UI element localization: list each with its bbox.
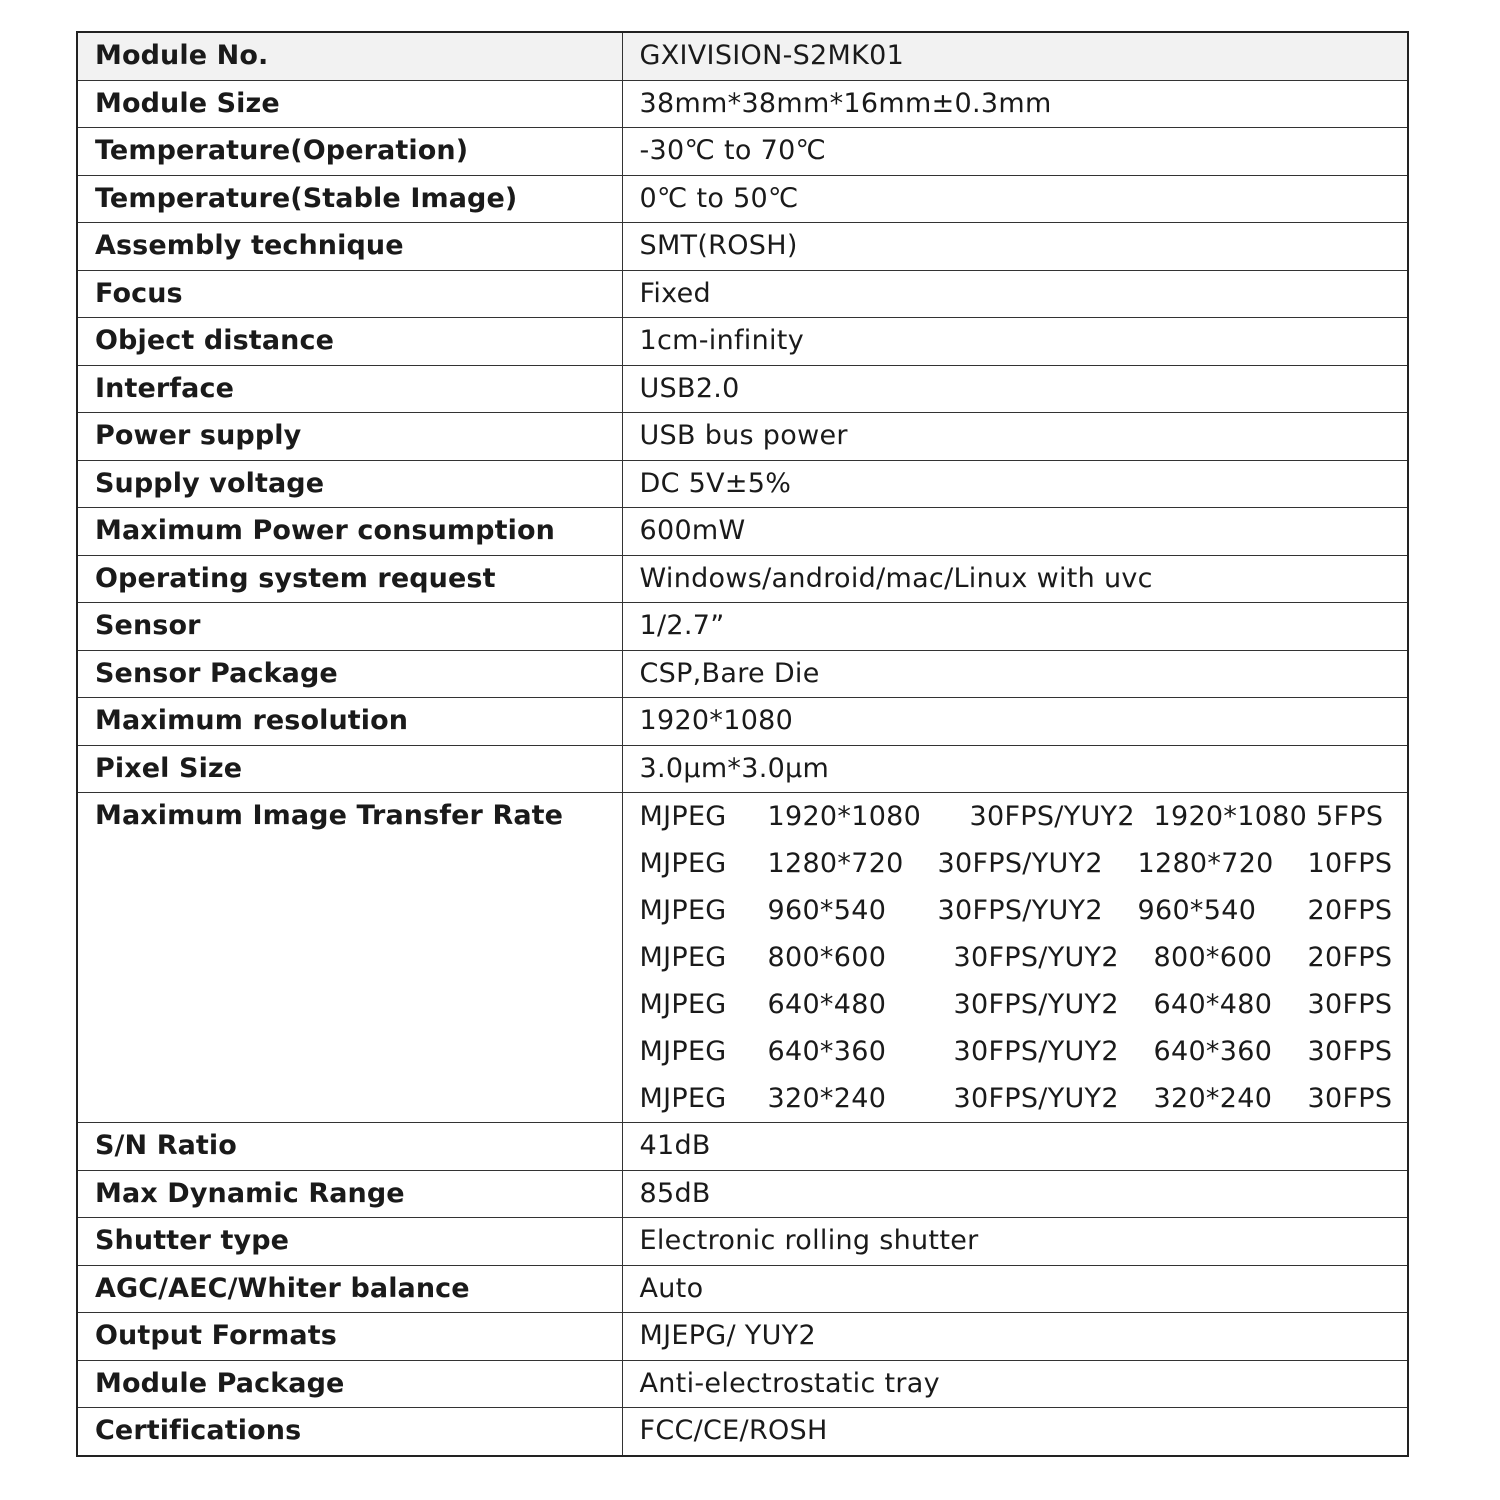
rate-fps-yuy2: 30FPS/YUY2	[937, 895, 1103, 926]
transfer-rate-line	[640, 840, 1408, 887]
spec-row-module-size	[77, 80, 1408, 128]
spec-row-sensor-package	[77, 650, 1408, 698]
rate-fps-yuy2: 30FPS/YUY2	[953, 1036, 1119, 1067]
spec-row-assembly	[77, 223, 1408, 271]
spec-label: Temperature(Stable Image)	[77, 175, 622, 223]
spec-value: Electronic rolling shutter	[622, 1218, 1408, 1266]
rate-fps-yuy2: 30FPS/YUY2	[937, 848, 1103, 879]
transfer-rate-list	[622, 793, 1408, 1123]
spec-value: 41dB	[622, 1123, 1408, 1171]
rate-resolution: 1280*720	[767, 848, 904, 879]
spec-value: Auto	[622, 1265, 1408, 1313]
spec-label: Sensor	[77, 603, 622, 651]
rate-resolution: 1920*1080	[767, 801, 922, 832]
spec-row-dynamic-range	[77, 1170, 1408, 1218]
transfer-rate-line	[640, 793, 1408, 840]
spec-value: USB2.0	[622, 365, 1408, 413]
spec-label: Module Package	[77, 1360, 622, 1408]
rate-resolution: 800*600	[767, 942, 887, 973]
spec-label: Module No.	[77, 32, 622, 80]
spec-label: Object distance	[77, 318, 622, 366]
spec-label: Maximum Image Transfer Rate	[77, 793, 622, 1123]
spec-value: Anti-electrostatic tray	[622, 1360, 1408, 1408]
spec-value: 0℃ to 50℃	[622, 175, 1408, 223]
rate-format: MJPEG	[639, 848, 727, 879]
spec-row-sensor	[77, 603, 1408, 651]
rate-resolution: 640*360	[767, 1036, 887, 1067]
spec-row-output-formats	[77, 1313, 1408, 1361]
spec-row-sn-ratio	[77, 1123, 1408, 1171]
spec-label: Assembly technique	[77, 223, 622, 271]
spec-row-certifications	[77, 1408, 1408, 1456]
spec-row-shutter-type	[77, 1218, 1408, 1266]
spec-label: Operating system request	[77, 555, 622, 603]
spec-value: GXIVISION-S2MK01	[622, 32, 1408, 80]
rate-fps-yuy2: 30FPS/YUY2	[953, 942, 1119, 973]
spec-value: 38mm*38mm*16mm±0.3mm	[622, 80, 1408, 128]
spec-label: Temperature(Operation)	[77, 128, 622, 176]
spec-row-power-supply	[77, 413, 1408, 461]
rate-format: MJPEG	[639, 895, 727, 926]
spec-label: Sensor Package	[77, 650, 622, 698]
rate-yuy2-resolution: 800*600	[1153, 942, 1273, 973]
spec-row-max-resolution	[77, 698, 1408, 746]
rate-format: MJPEG	[639, 801, 727, 832]
rate-fps-yuy2: 30FPS/YUY2	[969, 801, 1135, 832]
spec-label: Output Formats	[77, 1313, 622, 1361]
spec-row-transfer-rate	[77, 793, 1408, 1123]
rate-yuy2-fps: 30FPS	[1307, 1036, 1393, 1067]
spec-label: S/N Ratio	[77, 1123, 622, 1171]
rate-yuy2-fps: 30FPS	[1307, 989, 1393, 1020]
transfer-rate-line	[640, 934, 1408, 981]
rate-yuy2-resolution: 640*360	[1153, 1036, 1273, 1067]
rate-fps-yuy2: 30FPS/YUY2	[953, 989, 1119, 1020]
rate-yuy2-resolution: 320*240	[1153, 1083, 1273, 1114]
rate-resolution: 640*480	[767, 989, 887, 1020]
spec-value: MJEPG/ YUY2	[622, 1313, 1408, 1361]
spec-label: Maximum Power consumption	[77, 508, 622, 556]
spec-value: 1920*1080	[622, 698, 1408, 746]
spec-table-body	[77, 32, 1408, 1456]
spec-value: -30℃ to 70℃	[622, 128, 1408, 176]
spec-row-supply-voltage	[77, 460, 1408, 508]
spec-label: Focus	[77, 270, 622, 318]
rate-fps-yuy2: 30FPS/YUY2	[953, 1083, 1119, 1114]
transfer-rate-line	[640, 1028, 1408, 1075]
rate-format: MJPEG	[639, 942, 727, 973]
spec-label: Maximum resolution	[77, 698, 622, 746]
spec-value: SMT(ROSH)	[622, 223, 1408, 271]
spec-row-object-distance	[77, 318, 1408, 366]
rate-yuy2-resolution: 960*540	[1137, 895, 1257, 926]
spec-row-agc-aec	[77, 1265, 1408, 1313]
rate-resolution: 960*540	[767, 895, 887, 926]
spec-value: 1cm-infinity	[622, 318, 1408, 366]
spec-row-module-package	[77, 1360, 1408, 1408]
spec-label: AGC/AEC/Whiter balance	[77, 1265, 622, 1313]
spec-label: Power supply	[77, 413, 622, 461]
rate-format: MJPEG	[639, 989, 727, 1020]
spec-value: Windows/android/mac/Linux with uvc	[622, 555, 1408, 603]
spec-value: Fixed	[622, 270, 1408, 318]
rate-format: MJPEG	[639, 1036, 727, 1067]
spec-row-os-request	[77, 555, 1408, 603]
spec-value: DC 5V±5%	[622, 460, 1408, 508]
spec-label: Module Size	[77, 80, 622, 128]
spec-row-temperature-stable	[77, 175, 1408, 223]
spec-row-interface	[77, 365, 1408, 413]
spec-value: CSP,Bare Die	[622, 650, 1408, 698]
spec-label: Shutter type	[77, 1218, 622, 1266]
spec-value: FCC/CE/ROSH	[622, 1408, 1408, 1456]
spec-table	[76, 31, 1409, 1457]
rate-resolution: 320*240	[767, 1083, 887, 1114]
spec-label: Certifications	[77, 1408, 622, 1456]
rate-yuy2-fps: 20FPS	[1307, 942, 1393, 973]
rate-yuy2-fps: 20FPS	[1307, 895, 1393, 926]
rate-yuy2-resolution: 640*480	[1153, 989, 1273, 1020]
transfer-rate-line	[640, 887, 1408, 934]
spec-label: Pixel Size	[77, 745, 622, 793]
rate-yuy2-fps: 10FPS	[1307, 848, 1393, 879]
spec-value: 3.0μm*3.0μm	[622, 745, 1408, 793]
spec-label: Interface	[77, 365, 622, 413]
spec-value: 600mW	[622, 508, 1408, 556]
transfer-rate-line	[640, 1075, 1408, 1122]
spec-row-focus	[77, 270, 1408, 318]
rate-yuy2-resolution: 1920*1080 5FPS	[1153, 801, 1384, 832]
spec-value: 1/2.7”	[622, 603, 1408, 651]
rate-format: MJPEG	[639, 1083, 727, 1114]
spec-value: USB bus power	[622, 413, 1408, 461]
spec-row-module-no	[77, 32, 1408, 80]
rate-yuy2-fps: 30FPS	[1307, 1083, 1393, 1114]
transfer-rate-line	[640, 981, 1408, 1028]
spec-row-pixel-size	[77, 745, 1408, 793]
spec-label: Max Dynamic Range	[77, 1170, 622, 1218]
spec-value: 85dB	[622, 1170, 1408, 1218]
spec-label: Supply voltage	[77, 460, 622, 508]
rate-yuy2-resolution: 1280*720	[1137, 848, 1274, 879]
spec-row-max-power	[77, 508, 1408, 556]
spec-row-temperature-operation	[77, 128, 1408, 176]
